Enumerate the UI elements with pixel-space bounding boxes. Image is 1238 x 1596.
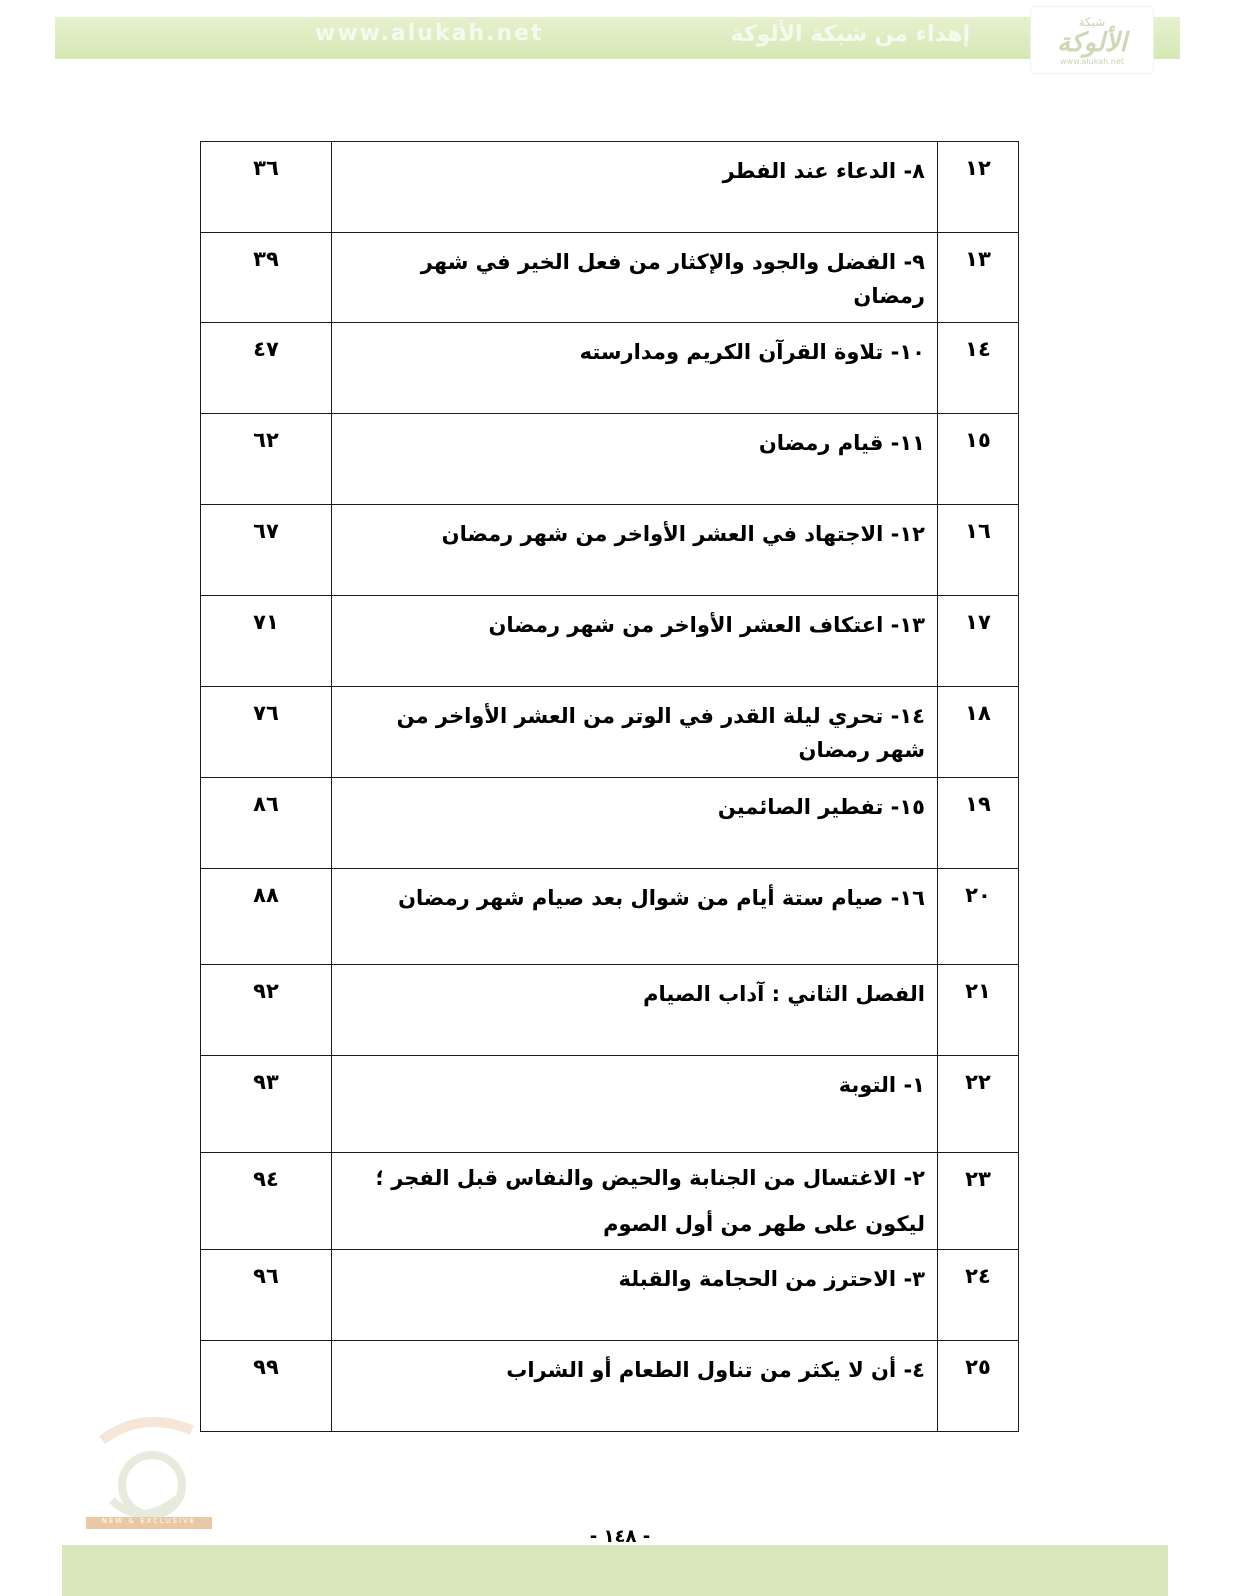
row-title-text: ١- التوبة bbox=[838, 1073, 925, 1097]
header-url: www.alukah.net bbox=[315, 21, 544, 46]
table-row bbox=[201, 596, 1019, 687]
row-title bbox=[332, 1250, 938, 1341]
logo-top-text: شبكة bbox=[1078, 14, 1106, 29]
row-title bbox=[332, 142, 938, 233]
row-title bbox=[332, 965, 938, 1056]
row-page: ٩٦ bbox=[201, 1250, 332, 1341]
table-row bbox=[201, 414, 1019, 505]
row-title-text: ٨- الدعاء عند الفطر bbox=[722, 159, 925, 183]
table-row bbox=[201, 142, 1019, 233]
row-page: ٨٦ bbox=[201, 778, 332, 869]
row-page: ٦٢ bbox=[201, 414, 332, 505]
row-number: ١٥ bbox=[938, 414, 1019, 505]
row-number: ١٧ bbox=[938, 596, 1019, 687]
table-row bbox=[201, 965, 1019, 1056]
row-title bbox=[332, 505, 938, 596]
table-row bbox=[201, 1056, 1019, 1153]
row-title bbox=[332, 414, 938, 505]
logo-sub-text: www.alukah.net bbox=[1060, 56, 1124, 66]
row-page: ٤٧ bbox=[201, 323, 332, 414]
row-number: ٢١ bbox=[938, 965, 1019, 1056]
row-page: ٣٦ bbox=[201, 142, 332, 233]
alukah-logo bbox=[1030, 6, 1154, 74]
table-row bbox=[201, 1153, 1019, 1250]
row-title bbox=[332, 233, 938, 323]
row-title-text: ١٣- اعتكاف العشر الأواخر من شهر رمضان bbox=[488, 613, 925, 637]
row-title-text: ٤- أن لا يكثر من تناول الطعام أو الشراب bbox=[506, 1358, 925, 1382]
row-number: ١٣ bbox=[938, 233, 1019, 323]
row-title bbox=[332, 1153, 938, 1250]
row-number: ٢٤ bbox=[938, 1250, 1019, 1341]
row-number: ٢٥ bbox=[938, 1341, 1019, 1432]
table-row bbox=[201, 323, 1019, 414]
table-row bbox=[201, 233, 1019, 323]
logo-main-text: الألوكة bbox=[1057, 27, 1127, 58]
footer-banner bbox=[62, 1545, 1168, 1596]
row-title-text: ١٥- تفطير الصائمين bbox=[717, 795, 925, 819]
row-number: ١٢ bbox=[938, 142, 1019, 233]
header-slogan: إهداء من شبكة الألوكة bbox=[730, 22, 970, 47]
row-page: ٧٦ bbox=[201, 687, 332, 778]
row-page: ٨٨ bbox=[201, 869, 332, 965]
header-banner bbox=[55, 14, 1180, 59]
table-row bbox=[201, 1341, 1019, 1432]
new-exclusive-stamp bbox=[82, 1400, 214, 1530]
page-number: - ١٤٨ - bbox=[589, 1526, 651, 1547]
row-page: ٩٢ bbox=[201, 965, 332, 1056]
table-row bbox=[201, 505, 1019, 596]
row-title bbox=[332, 778, 938, 869]
row-number: ٢٣ bbox=[938, 1153, 1019, 1250]
row-number: ١٩ bbox=[938, 778, 1019, 869]
stamp-caption: NEW & EXCLUSIVE bbox=[86, 1517, 212, 1529]
table-of-contents bbox=[200, 141, 1019, 1432]
row-title-text: ٣- الاحترز من الحجامة والقبلة bbox=[618, 1267, 925, 1291]
row-title bbox=[332, 869, 938, 965]
row-number: ٢٢ bbox=[938, 1056, 1019, 1153]
row-page: ٧١ bbox=[201, 596, 332, 687]
row-title-text: ١١- قيام رمضان bbox=[758, 431, 925, 455]
row-title bbox=[332, 596, 938, 687]
row-title bbox=[332, 1341, 938, 1432]
row-number: ١٦ bbox=[938, 505, 1019, 596]
row-title-text: الفصل الثاني : آداب الصيام bbox=[643, 982, 925, 1006]
row-page: ٣٩ bbox=[201, 233, 332, 323]
row-page: ٦٧ bbox=[201, 505, 332, 596]
row-page: ٩٤ bbox=[201, 1153, 332, 1250]
row-title-text: ٢- الاغتسال من الجنابة والحيض والنفاس قبل الفجر ؛ ليكون على طهر من أول الصوم bbox=[375, 1166, 925, 1236]
row-title bbox=[332, 1056, 938, 1153]
row-title-text: ١٦- صيام ستة أيام من شوال بعد صيام شهر رمضان bbox=[398, 886, 925, 910]
row-title-text: ١٠- تلاوة القرآن الكريم ومدارسته bbox=[579, 340, 925, 364]
row-title-text: ١٤- تحري ليلة القدر في الوتر من العشر الأواخر من شهر رمضان bbox=[396, 704, 925, 762]
row-number: ٢٠ bbox=[938, 869, 1019, 965]
row-number: ١٨ bbox=[938, 687, 1019, 778]
row-page: ٩٣ bbox=[201, 1056, 332, 1153]
row-title bbox=[332, 323, 938, 414]
row-title-text: ٩- الفضل والجود والإكثار من فعل الخير في شهر رمضان bbox=[420, 250, 925, 308]
row-title-text: ١٢- الاجتهاد في العشر الأواخر من شهر رمضان bbox=[441, 522, 925, 546]
table-row bbox=[201, 687, 1019, 778]
row-page: ٩٩ bbox=[201, 1341, 332, 1432]
row-title bbox=[332, 687, 938, 778]
table-row bbox=[201, 869, 1019, 965]
row-number: ١٤ bbox=[938, 323, 1019, 414]
table-row bbox=[201, 778, 1019, 869]
table-row bbox=[201, 1250, 1019, 1341]
